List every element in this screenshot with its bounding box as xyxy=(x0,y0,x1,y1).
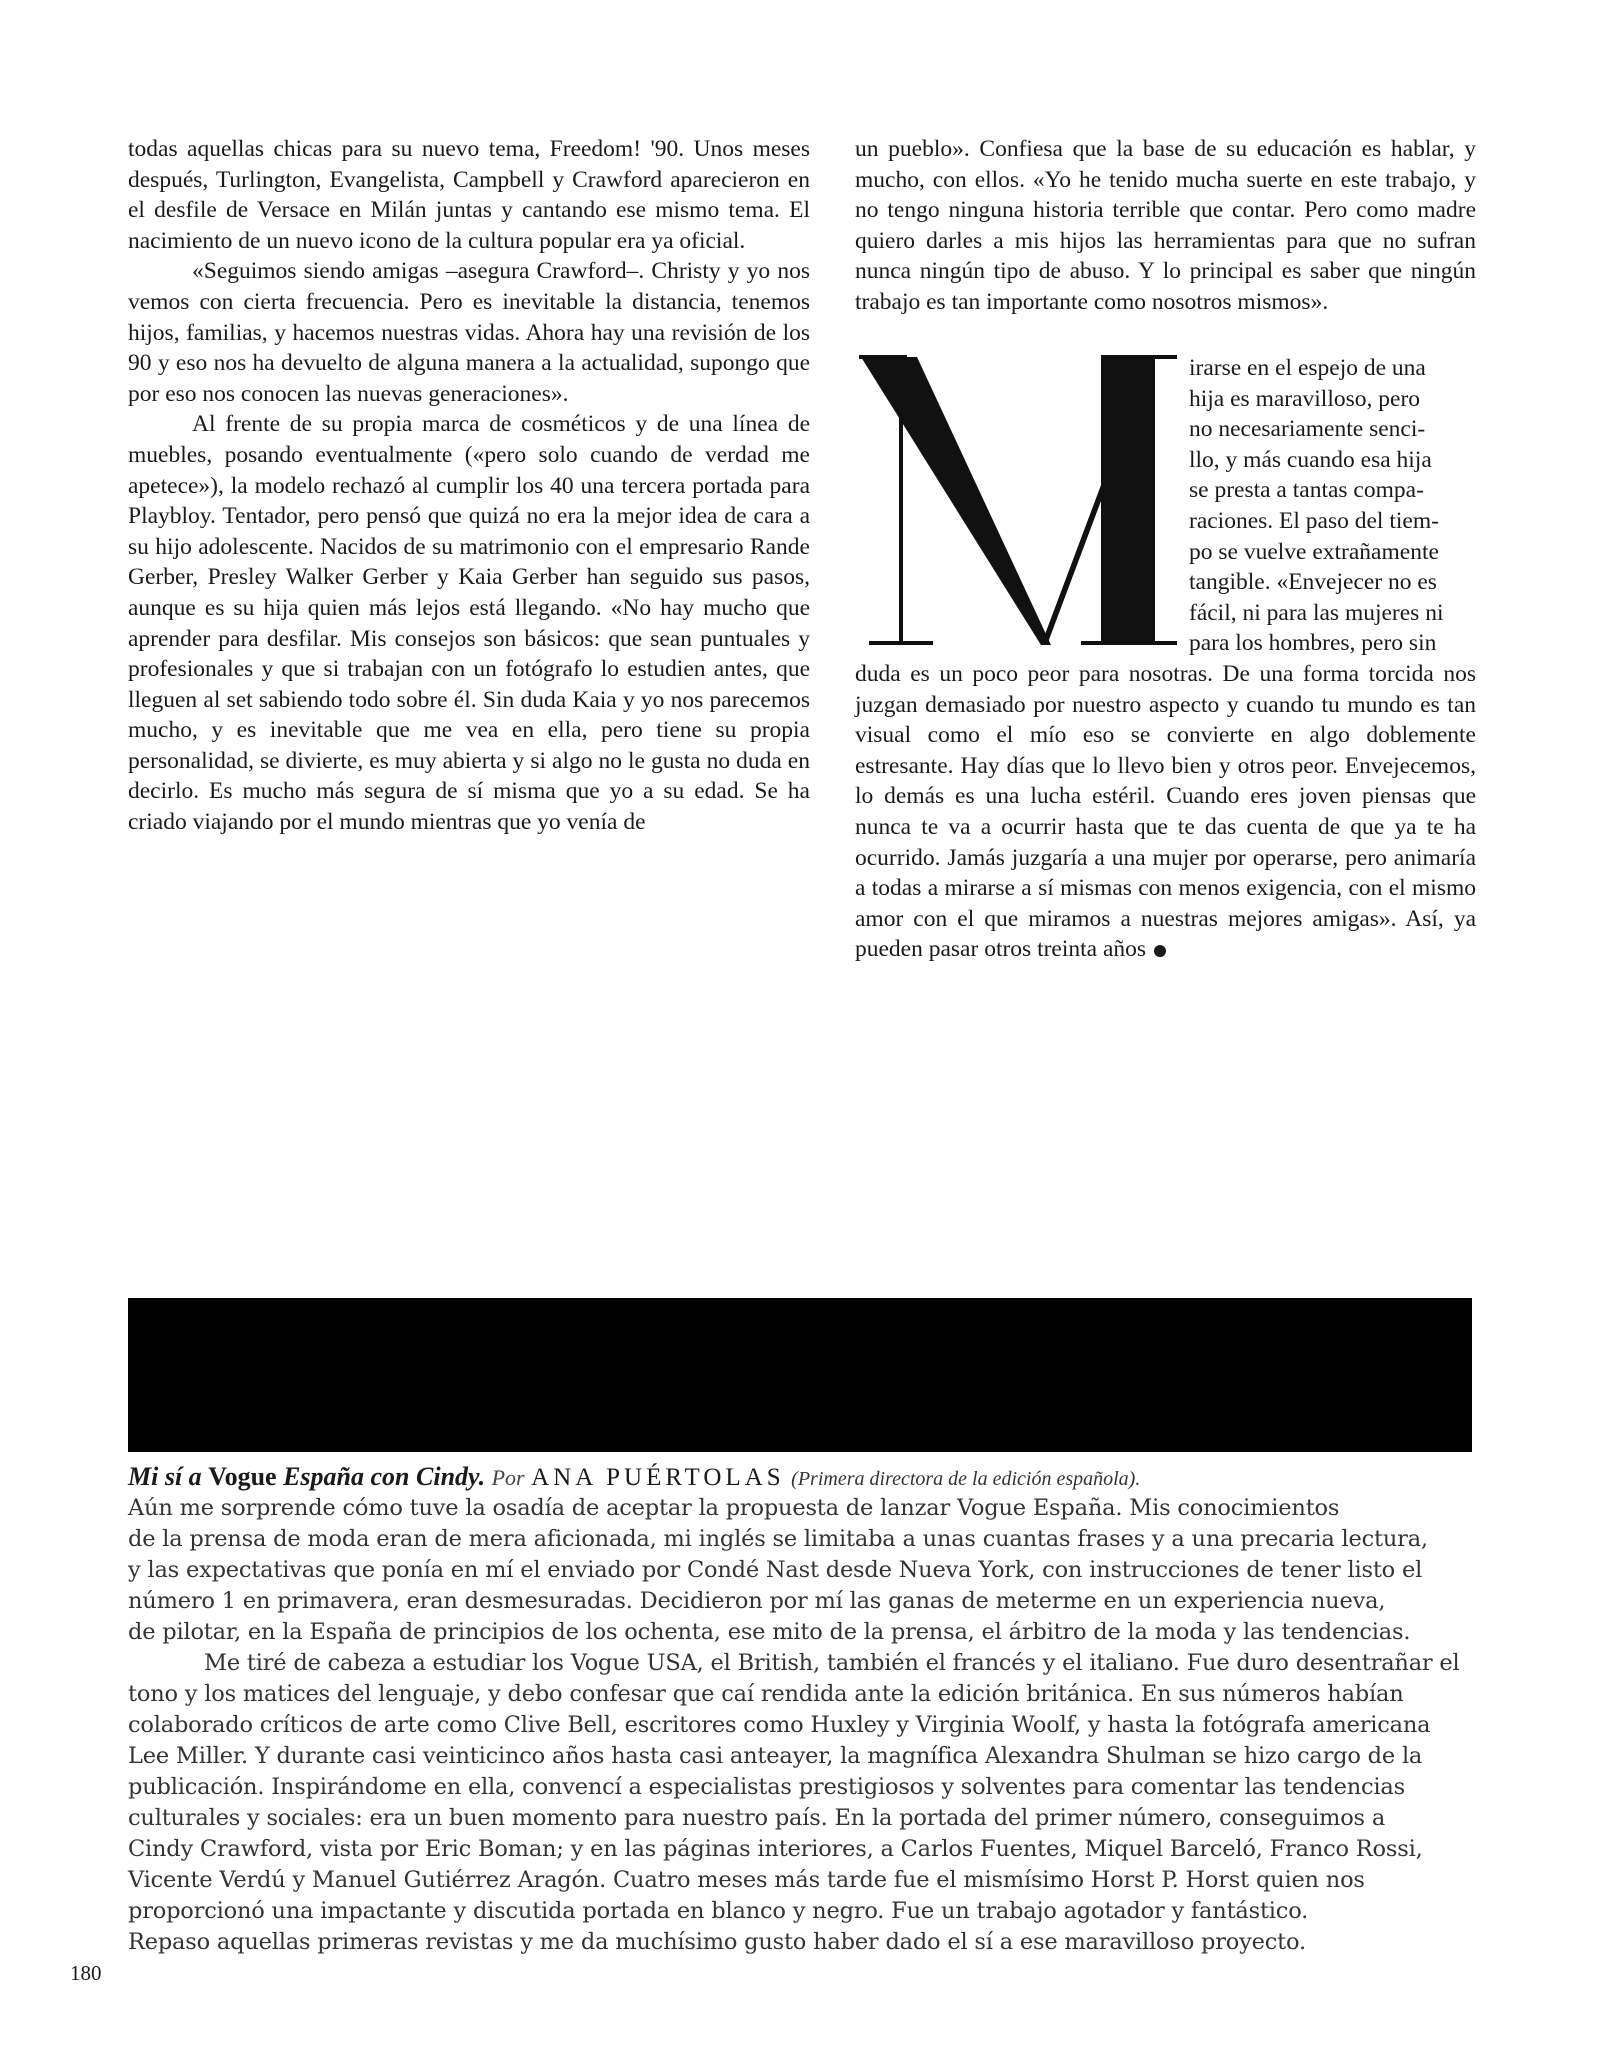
sidebar-title xyxy=(128,1461,1472,1495)
drop-cap-line: se presta a tantas compa- xyxy=(1189,477,1424,504)
sidebar-title-rest: España con Cindy. xyxy=(283,1462,486,1491)
sidebar-title-italic: Mi sí a xyxy=(128,1462,202,1491)
drop-cap-line: llo, y más cuando esa hija xyxy=(1189,446,1432,473)
sidebar-author-role: (Primera directora de la edición española). xyxy=(791,1468,1141,1490)
right-column-top xyxy=(855,134,1476,318)
sidebar-author: ANA PUÉRTOLAS xyxy=(531,1464,785,1491)
end-mark-icon xyxy=(1154,945,1166,957)
left-paragraph-2: «Seguimos siendo amigas –asegura Crawford–. Christy y yo nos vemos con cierta frecuencia. Pero es inevitable la distancia, tenemos hijos, familias, y hacemos nuestras vidas. Ahora hay una revisión de los 90 y eso nos ha devuelto de alguna manera a la actualidad, supongo que por eso nos conocen las nuevas generaciones». xyxy=(128,258,810,407)
drop-cap-line: para los hombres, pero sin xyxy=(1189,630,1437,657)
right-paragraph-2 xyxy=(855,659,1476,965)
sidebar-line: Vicente Verdú y Manuel Gutiérrez Aragón. Cuatro meses más tarde fue el mismísimo Horst P. Horst quien nos xyxy=(128,1867,1365,1893)
sidebar-line: y las expectativas que ponía en mí el enviado por Condé Nast desde Nueva York, con instrucciones de tener listo el xyxy=(128,1557,1423,1583)
sidebar-line: Me tiré de cabeza a estudiar los Vogue USA, el British, también el francés y el italiano. Fue duro desentrañar el xyxy=(204,1650,1460,1676)
sidebar-title-vogue: Vogue xyxy=(208,1462,277,1491)
right-paragraph-1: un pueblo». Confiesa que la base de su educación es hablar, y mucho, con ellos. «Yo he tenido mucha suerte en este trabajo, y no tengo ninguna historia terrible que contar. Pero como madre quiero darles a mis hijos las herramientas para que no sufran nunca ningún tipo de abuso. Y lo principal es saber que ningún trabajo es tan importante como nosotros mismos». xyxy=(855,136,1476,315)
sidebar-byline-by: Por xyxy=(491,1465,525,1490)
right-column-bottom xyxy=(855,659,1476,965)
page-number: 180 xyxy=(70,1961,102,1985)
sidebar-body xyxy=(128,1493,1472,1958)
sidebar-line: Cindy Crawford, vista por Eric Boman; y en las páginas interiores, a Carlos Fuentes, Miquel Barceló, Franco Rossi, xyxy=(128,1836,1423,1862)
sidebar-line: proporcionó una impactante y discutida portada en blanco y negro. Fue un trabajo agotador y fantástico. xyxy=(128,1898,1309,1924)
left-paragraph-3: Al frente de su propia marca de cosméticos y de una línea de muebles, posando eventualmente («pero solo cuando de verdad me apetece»), la modelo rechazó al cumplir los 40 una tercera portada para Playbloy. Tentador, pero pensó que quizá no era la mejor idea de cara a su hijo adolescente. Nacidos de su matrimonio con el empresario Rande Gerber, Presley Walker Gerber y Kaia Gerber han seguido sus pasos, aunque es su hija quien más lejos está llegando. «No hay mucho que aprender para desfilar. Mis consejos son básicos: que sean puntuales y profesionales y que si trabajan con un fotógrafo lo estudien antes, que lleguen al set sabiendo todo sobre él. Sin duda Kaia y yo nos parecemos mucho, y es inevitable que me vea en ella, pero tiene su propia personalidad, se divierte, es muy abierta y si algo no le gusta no duda en decirlo. Es mucho más segura de sí misma que yo a su edad. Se ha criado viajando por el mundo mientras que yo venía de xyxy=(128,411,810,836)
sidebar-line: colaborado críticos de arte como Clive Bell, escritores como Huxley y Virginia Woolf, y hasta la fotógrafa americana xyxy=(128,1712,1431,1738)
drop-cap-line: irarse en el espejo de una xyxy=(1189,355,1426,381)
sidebar-line: tono y los matices del lenguaje, y debo confesar que caí rendida ante la edición británica. En sus números habían xyxy=(128,1681,1404,1707)
sidebar-line: Repaso aquellas primeras revistas y me da muchísimo gusto haber dado el sí a ese maravilloso proyecto. xyxy=(128,1929,1306,1955)
sidebar-line: de pilotar, en la España de principios de los ochenta, ese mito de la prensa, el árbitro de la moda y las tendencias. xyxy=(128,1619,1411,1645)
left-column xyxy=(128,134,810,838)
drop-cap-line: tangible. «Envejecer no es xyxy=(1189,569,1437,596)
black-image-band xyxy=(128,1298,1472,1452)
sidebar-line: publicación. Inspirándome en ella, convencí a especialistas prestigiosos y solventes para comentar las tendencias xyxy=(128,1774,1405,1800)
sidebar-line: de la prensa de moda eran de mera aficionada, mi inglés se limitaba a unas cuantas frases y a una precaria lectura, xyxy=(128,1526,1428,1552)
drop-cap-line: raciones. El paso del tiem- xyxy=(1189,507,1439,534)
drop-cap-line: po se vuelve extrañamente xyxy=(1189,538,1439,565)
sidebar-line: Lee Miller. Y durante casi veinticinco años hasta casi anteayer, la magnífica Alexandra Shulman se hizo cargo de la xyxy=(128,1743,1423,1769)
drop-cap-text xyxy=(1189,353,1476,659)
drop-cap-line: fácil, ni para las mujeres ni xyxy=(1189,599,1444,626)
right-paragraph-2-text: duda es un poco peor para nosotras. De una forma torcida nos juzgan demasiado por nuestro aspecto y cuando tu mundo es tan visual como el mío eso se convierte en algo doblemente estresante. Hay días que lo llevo bien y otros peor. Envejecemos, lo demás es una lucha estéril. Cuando eres joven piensas que nunca te va a ocurrir hasta que te das cuenta de que ya te ha ocurrido. Jamás juzgaría a una mujer por operarse, pero animaría a todas a mirarse a sí mismas con menos exigencia, con el mismo amor con el que miramos a nuestras mejores amigas». Así, ya pueden pasar otros treinta años xyxy=(855,661,1476,963)
drop-cap-line: no necesariamente senci- xyxy=(1189,416,1426,443)
sidebar-line: Aún me sorprende cómo tuve la osadía de aceptar la propuesta de lanzar Vogue España. Mis conocimientos xyxy=(128,1495,1340,1521)
left-paragraph-1: todas aquellas chicas para su nuevo tema, Freedom! '90. Unos meses después, Turlington, Evangelista, Campbell y Crawford aparecieron en el desfile de Versace en Milán juntas y cantando ese mismo tema. El nacimiento de un nuevo icono de la cultura popular era ya oficial. xyxy=(128,136,810,254)
drop-cap-line: hija es maravilloso, pero xyxy=(1189,385,1421,412)
sidebar-line: culturales y sociales: era un buen momento para nuestro país. En la portada del primer número, conseguimos a xyxy=(128,1805,1386,1831)
drop-cap-letter-m xyxy=(855,353,1177,649)
sidebar-line: número 1 en primavera, eran desmesuradas. Decidieron por mí las ganas de meterme en un experiencia nueva, xyxy=(128,1588,1386,1614)
